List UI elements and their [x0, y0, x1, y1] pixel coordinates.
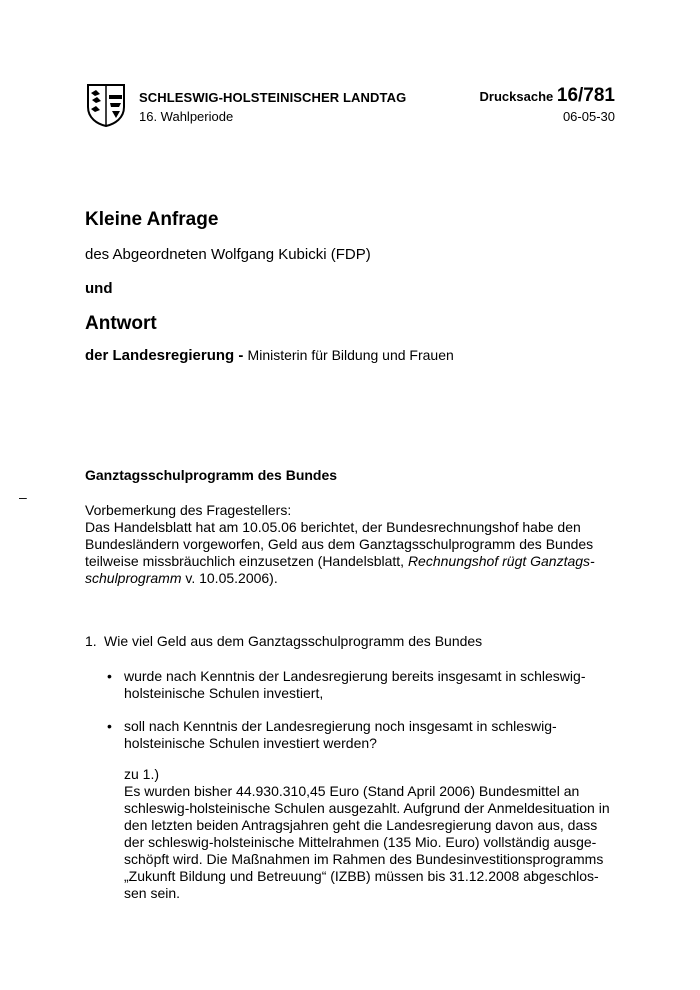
drucksache-number: 16/781	[556, 85, 615, 106]
vorbemerkung	[85, 502, 625, 587]
bullet-icon: •	[107, 668, 112, 684]
answer-line: Es wurden bisher 44.930.310,45 Euro (Stand April 2006) Bundesmittel an	[124, 783, 580, 799]
antwort-heading: Antwort	[85, 313, 157, 334]
question-bullet-item	[124, 668, 585, 702]
article-title-continued: schulprogramm	[85, 570, 182, 586]
answer-label: zu 1.)	[124, 766, 160, 782]
answer-line: schleswig-holsteinische Schulen ausgezahlt. Aufgrund der Anmeldesituation in	[124, 800, 610, 816]
legislative-period: 16. Wahlperiode	[139, 109, 234, 124]
answer-line: der schleswig-holsteinische Mittelrahmen (135 Mio. Euro) vollständig ausge-	[124, 834, 597, 850]
document-date: 06-05-30	[562, 109, 615, 124]
line-text: v. 10.05.2006).	[181, 570, 278, 586]
und-line: und	[85, 280, 113, 297]
article-title: Rechnungshof rügt Ganztags-	[407, 553, 595, 569]
question-number: 1.	[85, 633, 97, 649]
government-line	[85, 347, 454, 364]
bullet-line: soll nach Kenntnis der Landesregierung noch insgesamt in schleswig-	[124, 718, 557, 734]
question-text: Wie viel Geld aus dem Ganztagsschulprogramm des Bundes	[104, 633, 483, 649]
question-bullet-item	[124, 718, 557, 752]
vorbemerkung-line: Bundesländern vorgeworfen, Geld aus dem Ganztagsschulprogramm des Bundes	[85, 536, 594, 552]
ministry-name: Ministerin für Bildung und Frauen	[247, 347, 454, 363]
bullet-icon: •	[107, 718, 112, 734]
vorbemerkung-label: Vorbemerkung des Fragestellers:	[85, 502, 292, 518]
drucksache	[480, 85, 615, 107]
landesregierung-label: der Landesregierung -	[85, 347, 244, 364]
vorbemerkung-line	[85, 553, 625, 570]
bullet-line: holsteinische Schulen investiert werden?	[124, 735, 377, 751]
bullet-line: holsteinische Schulen investiert,	[124, 685, 324, 701]
vorbemerkung-line: Das Handelsblatt hat am 10.05.06 berichtet, der Bundesrechnungshof habe den	[85, 519, 581, 535]
coat-of-arms-icon	[86, 83, 126, 127]
answer-line: schöpft wird. Die Maßnahmen im Rahmen des Bundesinvestitionsprogramms	[124, 851, 604, 867]
vorbemerkung-line	[85, 570, 625, 587]
kleine-anfrage-heading: Kleine Anfrage	[85, 209, 219, 230]
line-text: teilweise missbräuchlich einzusetzen (Handelsblatt,	[85, 553, 408, 569]
drucksache-label: Drucksache	[479, 89, 554, 104]
answer-1	[124, 766, 624, 902]
questioner-line: des Abgeordneten Wolfgang Kubicki (FDP)	[85, 246, 371, 263]
answer-line: den letzten beiden Antragsjahren geht die Landesregierung davon aus, dass	[124, 817, 598, 833]
bullet-line: wurde nach Kenntnis der Landesregierung bereits insgesamt in schleswig-	[124, 668, 586, 684]
answer-line: „Zukunft Bildung und Betreuung“ (IZBB) müssen bis 31.12.2008 abgeschlos-	[124, 868, 599, 884]
answer-line: sen sein.	[124, 885, 181, 901]
parliament-name: SCHLESWIG-HOLSTEINISCHER LANDTAG	[139, 90, 407, 105]
subject-heading: Ganztagsschulprogramm des Bundes	[85, 467, 338, 483]
margin-mark: –	[19, 489, 27, 505]
